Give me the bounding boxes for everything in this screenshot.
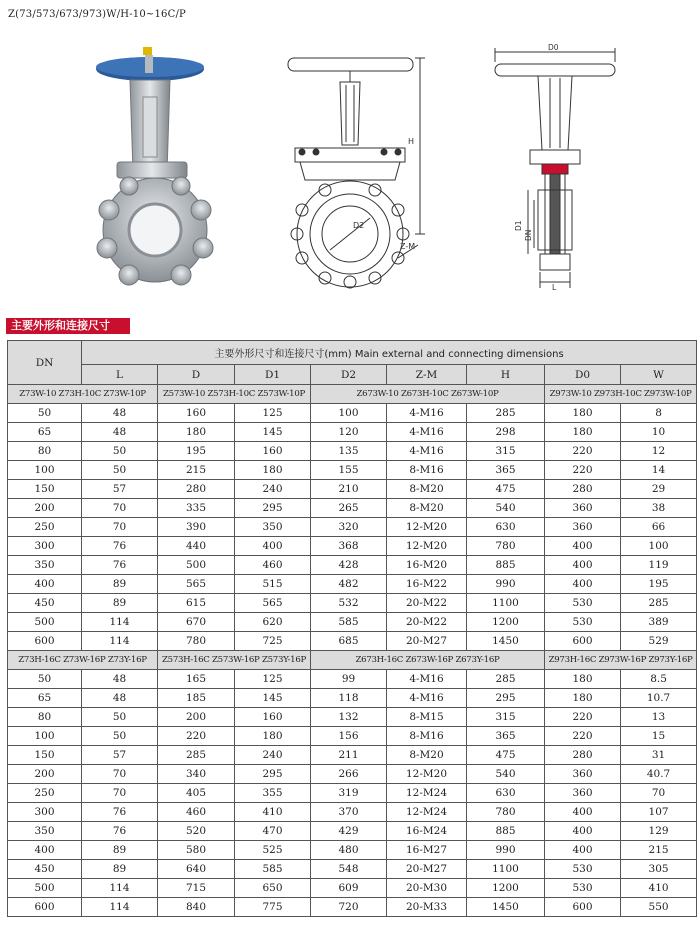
table-cell: 285 xyxy=(158,746,235,765)
table-cell: 428 xyxy=(311,556,387,575)
table-cell: 156 xyxy=(311,727,387,746)
main-header: 主要外形尺寸和连接尺寸(mm) Main external and connecting dimensions xyxy=(82,341,697,365)
table-row xyxy=(8,765,697,784)
column-header: L xyxy=(82,365,158,385)
table-cell: 305 xyxy=(621,860,697,879)
table-cell: 685 xyxy=(311,632,387,651)
table-row xyxy=(8,879,697,898)
table-cell: 720 xyxy=(311,898,387,917)
table-cell: 180 xyxy=(235,727,311,746)
table-cell: 600 xyxy=(545,632,621,651)
table-cell: 132 xyxy=(311,708,387,727)
table-cell: 40.7 xyxy=(621,765,697,784)
table-cell: 200 xyxy=(8,499,82,518)
table-cell: 530 xyxy=(545,860,621,879)
table-cell: 520 xyxy=(158,822,235,841)
table-cell: 48 xyxy=(82,404,158,423)
table-cell: 315 xyxy=(467,442,545,461)
table-row xyxy=(8,727,697,746)
table-cell: 460 xyxy=(158,803,235,822)
header-row xyxy=(8,341,697,365)
table-cell: 119 xyxy=(621,556,697,575)
table-cell: 585 xyxy=(311,613,387,632)
model-group: Z573W-10 Z573H-10C Z573W-10P xyxy=(158,385,311,404)
table-cell: 12-M24 xyxy=(387,803,467,822)
table-cell: 548 xyxy=(311,860,387,879)
table-cell: 76 xyxy=(82,822,158,841)
table-cell: 266 xyxy=(311,765,387,784)
table-cell: 480 xyxy=(311,841,387,860)
table-cell: 4-M16 xyxy=(387,689,467,708)
table-cell: 530 xyxy=(545,879,621,898)
table-cell: 1100 xyxy=(467,594,545,613)
table-cell: 280 xyxy=(545,746,621,765)
table-cell: 370 xyxy=(311,803,387,822)
table-cell: 620 xyxy=(235,613,311,632)
table-cell: 165 xyxy=(158,670,235,689)
table-cell: 145 xyxy=(235,689,311,708)
table-row xyxy=(8,784,697,803)
table-cell: 405 xyxy=(158,784,235,803)
table-cell: 89 xyxy=(82,860,158,879)
dn-header: DN xyxy=(8,341,82,385)
table-cell: 1100 xyxy=(467,860,545,879)
table-cell: 200 xyxy=(8,765,82,784)
table-cell: 400 xyxy=(545,537,621,556)
table-cell: 220 xyxy=(545,461,621,480)
table-cell: 180 xyxy=(545,689,621,708)
table-cell: 475 xyxy=(467,746,545,765)
table-cell: 220 xyxy=(545,708,621,727)
table-cell: 298 xyxy=(467,423,545,442)
table-cell: 280 xyxy=(545,480,621,499)
table-cell: 530 xyxy=(545,594,621,613)
table-cell: 4-M16 xyxy=(387,442,467,461)
table-cell: 211 xyxy=(311,746,387,765)
table-cell: 295 xyxy=(235,499,311,518)
table-cell: 180 xyxy=(545,670,621,689)
l-label: L xyxy=(552,283,557,292)
table-cell: 320 xyxy=(311,518,387,537)
table-cell: 180 xyxy=(545,404,621,423)
table-cell: 180 xyxy=(545,423,621,442)
table-cell: 532 xyxy=(311,594,387,613)
table-cell: 50 xyxy=(8,404,82,423)
table-cell: 640 xyxy=(158,860,235,879)
table-cell: 775 xyxy=(235,898,311,917)
table-cell: 89 xyxy=(82,594,158,613)
table-cell: 500 xyxy=(8,613,82,632)
table-cell: 8-M20 xyxy=(387,746,467,765)
table-cell: 76 xyxy=(82,803,158,822)
table-cell: 50 xyxy=(82,708,158,727)
table-cell: 885 xyxy=(467,822,545,841)
table-cell: 114 xyxy=(82,879,158,898)
table-cell: 114 xyxy=(82,613,158,632)
model-group: Z673W-10 Z673H-10C Z673W-10P xyxy=(311,385,545,404)
table-cell: 565 xyxy=(235,594,311,613)
table-cell: 1200 xyxy=(467,879,545,898)
table-cell: 70 xyxy=(82,765,158,784)
table-cell: 319 xyxy=(311,784,387,803)
table-cell: 135 xyxy=(311,442,387,461)
d2-label: D2 xyxy=(353,221,365,230)
d0-label: D0 xyxy=(548,43,559,52)
table-cell: 76 xyxy=(82,556,158,575)
d1-label: D1 xyxy=(514,220,523,231)
table-cell: 265 xyxy=(311,499,387,518)
dn-label: DN xyxy=(524,229,533,241)
table-cell: 8.5 xyxy=(621,670,697,689)
table-cell: 300 xyxy=(8,803,82,822)
table-cell: 475 xyxy=(467,480,545,499)
table-row xyxy=(8,499,697,518)
table-cell: 1450 xyxy=(467,898,545,917)
table-cell: 600 xyxy=(545,898,621,917)
table-cell: 125 xyxy=(235,404,311,423)
table-cell: 145 xyxy=(235,423,311,442)
section-label: 主要外形和连接尺寸 xyxy=(6,318,130,334)
table-cell: 350 xyxy=(8,556,82,575)
table-cell: 100 xyxy=(8,727,82,746)
table-cell: 16-M22 xyxy=(387,575,467,594)
table-cell: 16-M24 xyxy=(387,822,467,841)
model-row xyxy=(8,385,697,404)
table-cell: 450 xyxy=(8,594,82,613)
page-title: Z(73/573/673/973)W/H-10~16C/P xyxy=(8,9,186,20)
table-cell: 1200 xyxy=(467,613,545,632)
table-cell: 10 xyxy=(621,423,697,442)
table-cell: 16-M20 xyxy=(387,556,467,575)
table-cell: 99 xyxy=(311,670,387,689)
table-cell: 630 xyxy=(467,518,545,537)
table-cell: 450 xyxy=(8,860,82,879)
model-group: Z73W-10 Z73H-10C Z73W-10P xyxy=(8,385,158,404)
table-cell: 8-M15 xyxy=(387,708,467,727)
table-cell: 400 xyxy=(8,841,82,860)
table-cell: 670 xyxy=(158,613,235,632)
table-cell: 360 xyxy=(545,784,621,803)
table-cell: 295 xyxy=(235,765,311,784)
table-cell: 525 xyxy=(235,841,311,860)
table-row xyxy=(8,480,697,499)
table-cell: 12-M24 xyxy=(387,784,467,803)
table-cell: 529 xyxy=(621,632,697,651)
table-row xyxy=(8,841,697,860)
table-row xyxy=(8,556,697,575)
table-row xyxy=(8,442,697,461)
table-cell: 114 xyxy=(82,632,158,651)
table-cell: 29 xyxy=(621,480,697,499)
table-cell: 8-M20 xyxy=(387,480,467,499)
table-row xyxy=(8,803,697,822)
table-cell: 195 xyxy=(158,442,235,461)
table-cell: 365 xyxy=(467,461,545,480)
table-cell: 540 xyxy=(467,499,545,518)
table-cell: 20-M22 xyxy=(387,594,467,613)
table-row xyxy=(8,708,697,727)
table-cell: 38 xyxy=(621,499,697,518)
table-cell: 8 xyxy=(621,404,697,423)
table-cell: 250 xyxy=(8,518,82,537)
table-row xyxy=(8,746,697,765)
table-cell: 400 xyxy=(545,822,621,841)
table-cell: 350 xyxy=(235,518,311,537)
table-cell: 500 xyxy=(8,879,82,898)
table-row xyxy=(8,575,697,594)
table-cell: 16-M27 xyxy=(387,841,467,860)
table-cell: 50 xyxy=(82,442,158,461)
table-cell: 57 xyxy=(82,746,158,765)
table-cell: 368 xyxy=(311,537,387,556)
table-cell: 609 xyxy=(311,879,387,898)
table-cell: 240 xyxy=(235,480,311,499)
table-cell: 12 xyxy=(621,442,697,461)
table-cell: 50 xyxy=(82,727,158,746)
table-cell: 440 xyxy=(158,537,235,556)
table-cell: 100 xyxy=(8,461,82,480)
table-row xyxy=(8,898,697,917)
table-cell: 200 xyxy=(158,708,235,727)
table-cell: 355 xyxy=(235,784,311,803)
column-header: D2 xyxy=(311,365,387,385)
table-cell: 125 xyxy=(235,670,311,689)
model-row xyxy=(8,651,697,670)
table-cell: 780 xyxy=(467,803,545,822)
table-cell: 400 xyxy=(8,575,82,594)
table-cell: 990 xyxy=(467,841,545,860)
table-row xyxy=(8,613,697,632)
table-cell: 70 xyxy=(82,499,158,518)
side-drawing xyxy=(490,40,630,292)
table-cell: 400 xyxy=(235,537,311,556)
table-cell: 400 xyxy=(545,556,621,575)
table-cell: 215 xyxy=(621,841,697,860)
table-cell: 285 xyxy=(467,670,545,689)
table-cell: 10.7 xyxy=(621,689,697,708)
table-cell: 725 xyxy=(235,632,311,651)
table-cell: 360 xyxy=(545,518,621,537)
table-row xyxy=(8,689,697,708)
table-cell: 300 xyxy=(8,537,82,556)
table-row xyxy=(8,461,697,480)
table-cell: 210 xyxy=(311,480,387,499)
table-row xyxy=(8,670,697,689)
table-cell: 65 xyxy=(8,689,82,708)
table-cell: 155 xyxy=(311,461,387,480)
table-cell: 89 xyxy=(82,575,158,594)
table-cell: 220 xyxy=(545,442,621,461)
table-cell: 280 xyxy=(158,480,235,499)
table-cell: 410 xyxy=(235,803,311,822)
table-cell: 31 xyxy=(621,746,697,765)
table-row xyxy=(8,518,697,537)
table-cell: 12-M20 xyxy=(387,537,467,556)
model-group: Z973W-10 Z973H-10C Z973W-10P xyxy=(545,385,697,404)
front-drawing xyxy=(280,50,450,290)
table-cell: 20-M30 xyxy=(387,879,467,898)
table-cell: 195 xyxy=(621,575,697,594)
table-row xyxy=(8,423,697,442)
table-cell: 114 xyxy=(82,898,158,917)
table-cell: 515 xyxy=(235,575,311,594)
table-cell: 13 xyxy=(621,708,697,727)
table-cell: 100 xyxy=(311,404,387,423)
table-cell: 400 xyxy=(545,841,621,860)
model-group: Z673H-16C Z673W-16P Z673Y-16P xyxy=(311,651,545,670)
valve-photo xyxy=(95,42,220,287)
model-group: Z73H-16C Z73W-16P Z73Y-16P xyxy=(8,651,158,670)
table-cell: 615 xyxy=(158,594,235,613)
table-cell: 100 xyxy=(621,537,697,556)
table-cell: 585 xyxy=(235,860,311,879)
dimensions-table xyxy=(7,340,697,917)
column-header: D1 xyxy=(235,365,311,385)
table-cell: 600 xyxy=(8,898,82,917)
table-cell: 14 xyxy=(621,461,697,480)
table-cell: 150 xyxy=(8,480,82,499)
table-cell: 70 xyxy=(82,784,158,803)
table-cell: 429 xyxy=(311,822,387,841)
table-cell: 220 xyxy=(545,727,621,746)
table-cell: 540 xyxy=(467,765,545,784)
table-cell: 470 xyxy=(235,822,311,841)
table-cell: 180 xyxy=(158,423,235,442)
table-cell: 76 xyxy=(82,537,158,556)
column-header: W xyxy=(621,365,697,385)
table-cell: 12-M20 xyxy=(387,518,467,537)
model-group: Z973H-16C Z973W-16P Z973Y-16P xyxy=(545,651,697,670)
table-cell: 20-M33 xyxy=(387,898,467,917)
table-cell: 70 xyxy=(621,784,697,803)
table-cell: 550 xyxy=(621,898,697,917)
table-cell: 8-M20 xyxy=(387,499,467,518)
table-cell: 315 xyxy=(467,708,545,727)
table-cell: 410 xyxy=(621,879,697,898)
table-cell: 215 xyxy=(158,461,235,480)
table-cell: 65 xyxy=(8,423,82,442)
table-cell: 150 xyxy=(8,746,82,765)
table-cell: 885 xyxy=(467,556,545,575)
table-cell: 185 xyxy=(158,689,235,708)
table-cell: 840 xyxy=(158,898,235,917)
table-cell: 20-M22 xyxy=(387,613,467,632)
table-cell: 8-M16 xyxy=(387,727,467,746)
table-cell: 1450 xyxy=(467,632,545,651)
table-cell: 48 xyxy=(82,670,158,689)
zm-label: Z-M xyxy=(400,242,416,251)
table-cell: 360 xyxy=(545,499,621,518)
table-cell: 250 xyxy=(8,784,82,803)
table-cell: 285 xyxy=(621,594,697,613)
model-group: Z573H-16C Z573W-16P Z573Y-16P xyxy=(158,651,311,670)
table-cell: 48 xyxy=(82,689,158,708)
table-cell: 365 xyxy=(467,727,545,746)
table-cell: 50 xyxy=(82,461,158,480)
table-cell: 48 xyxy=(82,423,158,442)
table-cell: 389 xyxy=(621,613,697,632)
table-cell: 285 xyxy=(467,404,545,423)
table-cell: 565 xyxy=(158,575,235,594)
table-cell: 630 xyxy=(467,784,545,803)
table-cell: 400 xyxy=(545,575,621,594)
table-cell: 107 xyxy=(621,803,697,822)
table-cell: 990 xyxy=(467,575,545,594)
table-cell: 600 xyxy=(8,632,82,651)
column-header: H xyxy=(467,365,545,385)
table-cell: 70 xyxy=(82,518,158,537)
table-cell: 129 xyxy=(621,822,697,841)
table-row xyxy=(8,594,697,613)
table-cell: 460 xyxy=(235,556,311,575)
table-cell: 482 xyxy=(311,575,387,594)
table-cell: 4-M16 xyxy=(387,423,467,442)
column-header: D xyxy=(158,365,235,385)
table-row xyxy=(8,632,697,651)
table-row xyxy=(8,404,697,423)
column-header: Z-M xyxy=(387,365,467,385)
table-cell: 360 xyxy=(545,765,621,784)
table-cell: 160 xyxy=(158,404,235,423)
table-cell: 580 xyxy=(158,841,235,860)
table-cell: 12-M20 xyxy=(387,765,467,784)
table-cell: 220 xyxy=(158,727,235,746)
table-cell: 20-M27 xyxy=(387,632,467,651)
table-cell: 20-M27 xyxy=(387,860,467,879)
h-label: H xyxy=(408,137,415,146)
table-cell: 240 xyxy=(235,746,311,765)
table-row xyxy=(8,822,697,841)
table-cell: 160 xyxy=(235,708,311,727)
table-cell: 295 xyxy=(467,689,545,708)
table-cell: 160 xyxy=(235,442,311,461)
table-row xyxy=(8,860,697,879)
column-header-row xyxy=(8,365,697,385)
table-cell: 400 xyxy=(545,803,621,822)
table-cell: 57 xyxy=(82,480,158,499)
table-cell: 390 xyxy=(158,518,235,537)
table-cell: 66 xyxy=(621,518,697,537)
table-cell: 120 xyxy=(311,423,387,442)
table-cell: 15 xyxy=(621,727,697,746)
table-cell: 50 xyxy=(8,670,82,689)
table-cell: 4-M16 xyxy=(387,670,467,689)
table-cell: 80 xyxy=(8,442,82,461)
table-cell: 89 xyxy=(82,841,158,860)
table-cell: 4-M16 xyxy=(387,404,467,423)
table-cell: 650 xyxy=(235,879,311,898)
table-cell: 80 xyxy=(8,708,82,727)
table-cell: 500 xyxy=(158,556,235,575)
table-cell: 340 xyxy=(158,765,235,784)
table-cell: 715 xyxy=(158,879,235,898)
table-cell: 780 xyxy=(467,537,545,556)
table-cell: 118 xyxy=(311,689,387,708)
table-cell: 780 xyxy=(158,632,235,651)
table-cell: 530 xyxy=(545,613,621,632)
table-row xyxy=(8,537,697,556)
column-header: D0 xyxy=(545,365,621,385)
table-cell: 350 xyxy=(8,822,82,841)
table-cell: 180 xyxy=(235,461,311,480)
table-cell: 335 xyxy=(158,499,235,518)
table-cell: 8-M16 xyxy=(387,461,467,480)
